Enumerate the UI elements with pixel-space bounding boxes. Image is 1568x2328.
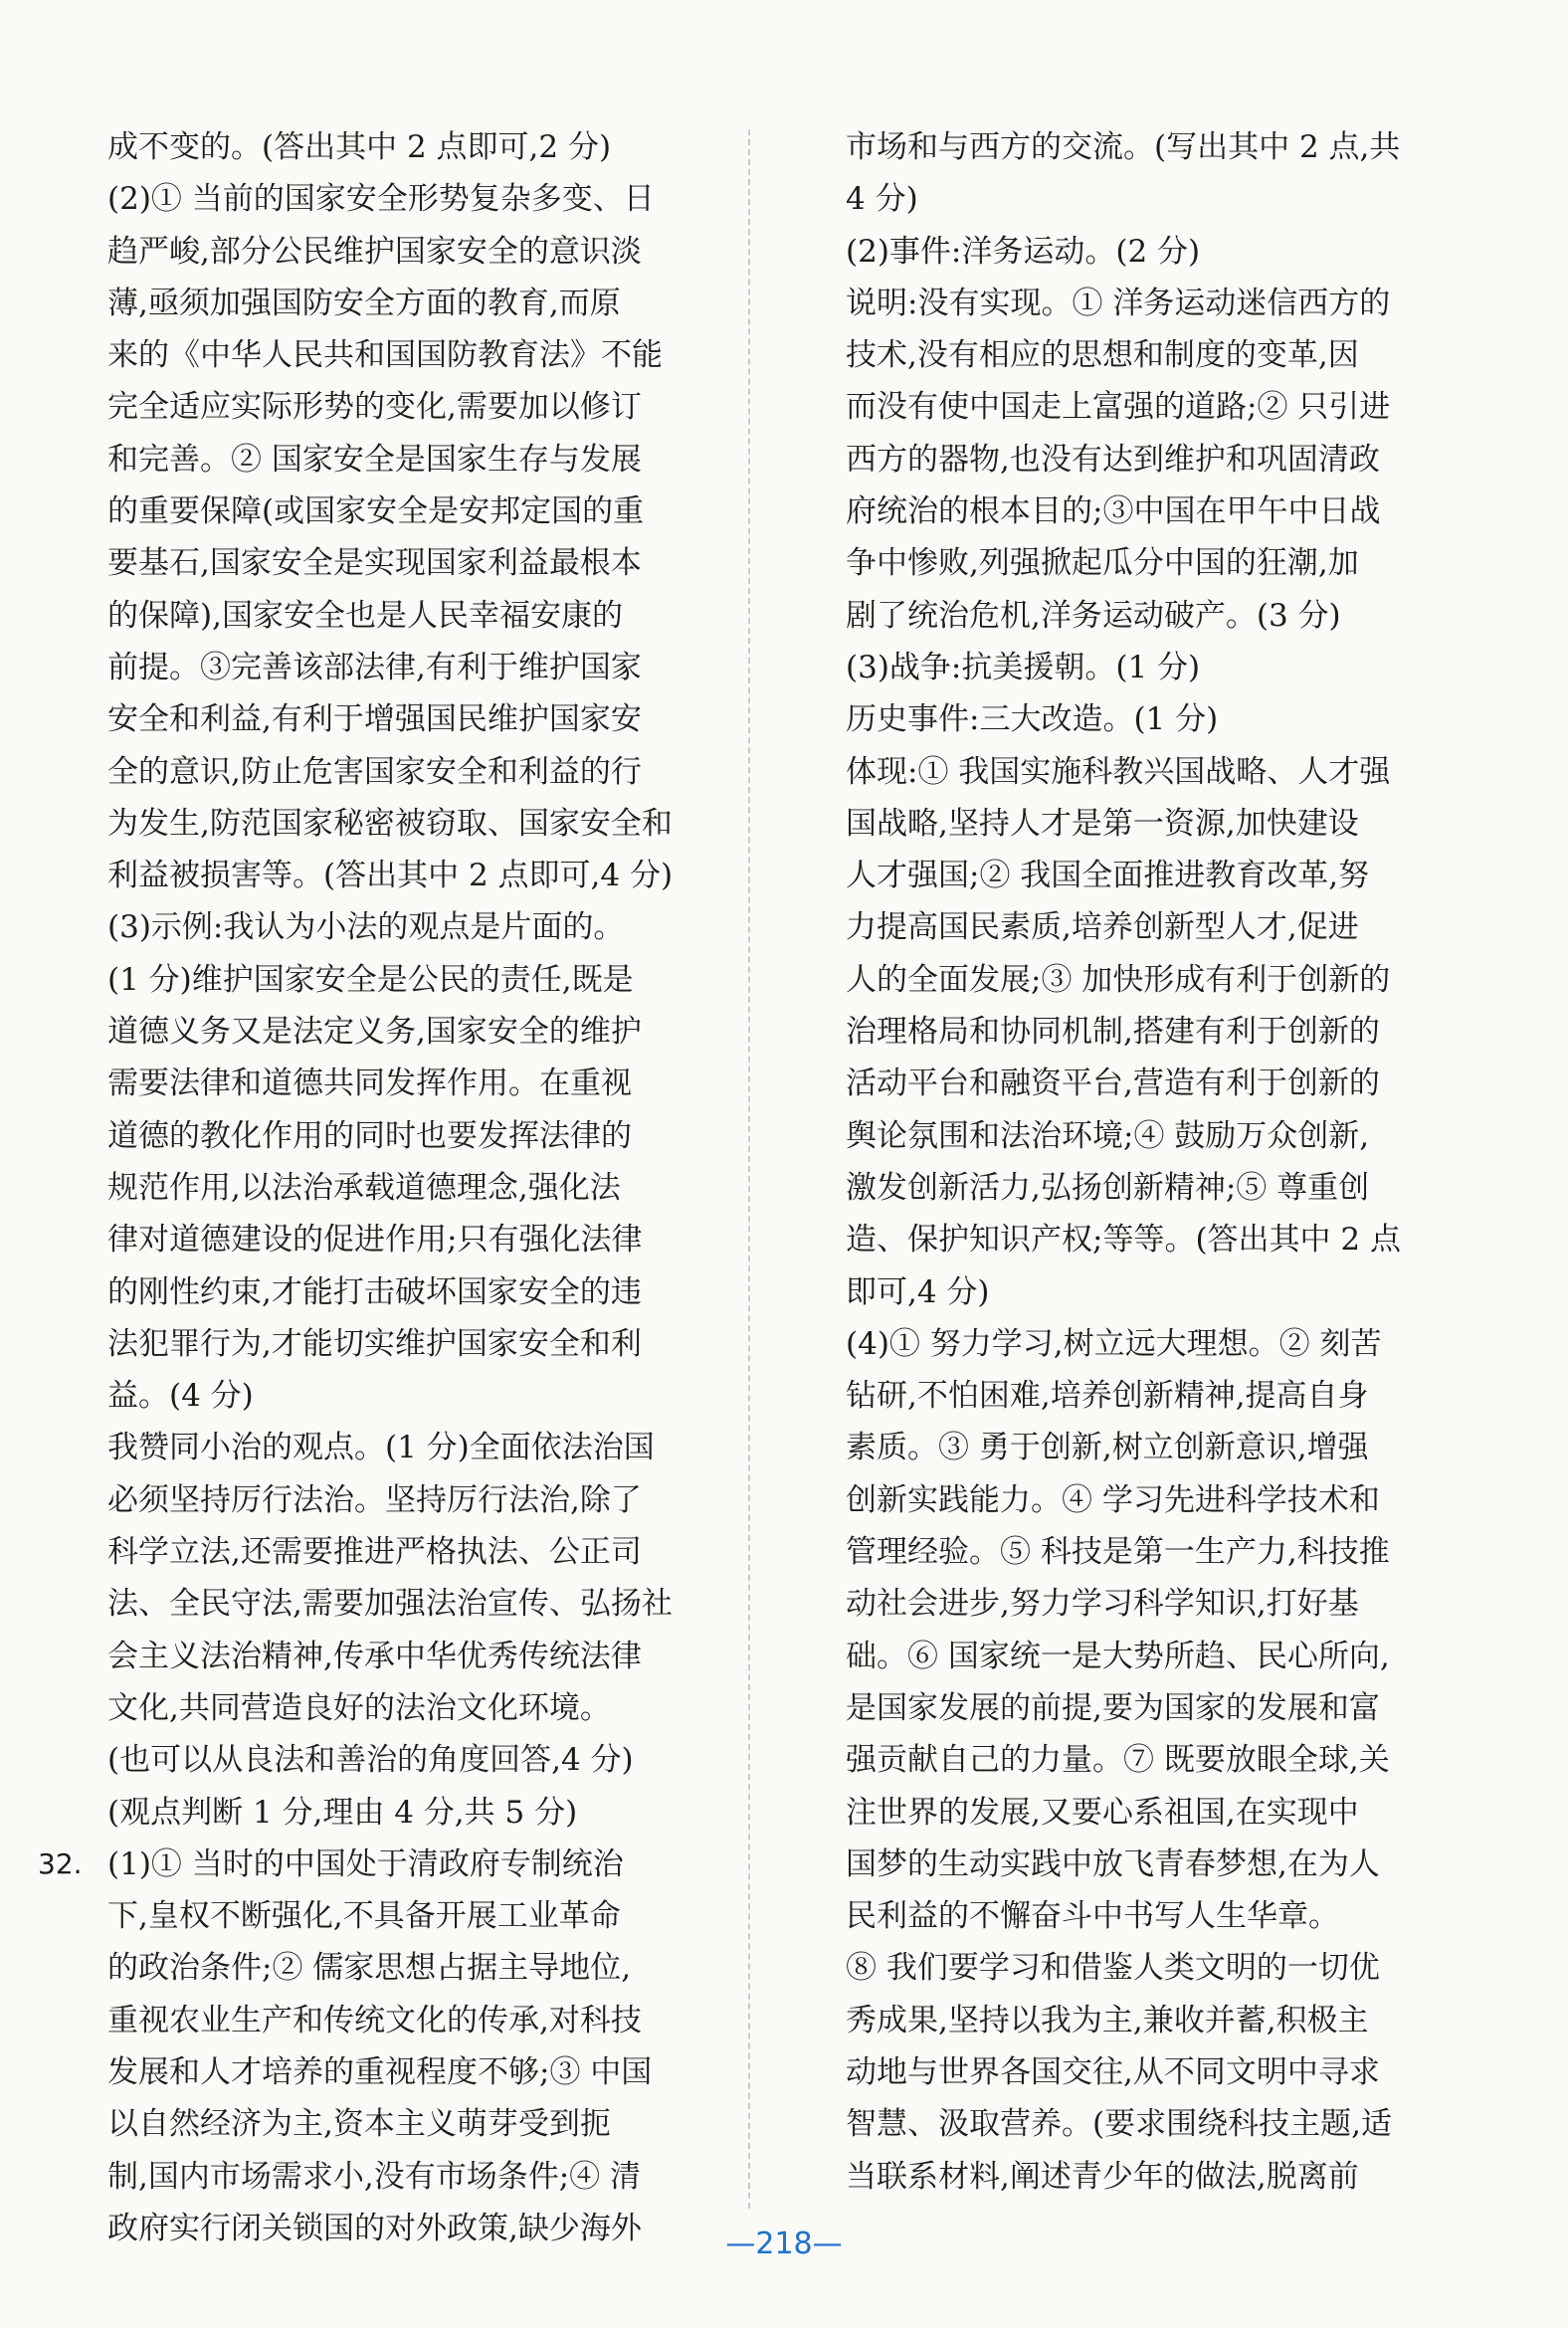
- text-line: 技术,没有相应的思想和制度的变革,因: [846, 337, 1359, 374]
- text-line: 制,国内市场需求小,没有市场条件;④ 清: [107, 2158, 642, 2195]
- text-line: 成不变的。(答出其中 2 点即可,2 分): [107, 129, 612, 165]
- text-line: 人的全面发展;③ 加快形成有利于创新的: [846, 961, 1391, 998]
- text-line: 完全适应实际形势的变化,需要加以修订: [107, 389, 642, 426]
- text-line: 法、全民守法,需要加强法治宣传、弘扬社: [107, 1586, 673, 1623]
- text-line: 安全和利益,有利于增强国民维护国家安: [107, 701, 642, 738]
- text-line: 会主义法治精神,传承中华优秀传统法律: [107, 1638, 642, 1674]
- text-line: 我赞同小治的观点。(1 分)全面依法治国: [107, 1430, 655, 1466]
- text-line: 法犯罪行为,才能切实维护国家安全和利: [107, 1325, 642, 1362]
- text-line: 力提高国民素质,培养创新型人才,促进: [846, 909, 1359, 946]
- text-line: 激发创新活力,弘扬创新精神;⑤ 尊重创: [846, 1169, 1370, 1206]
- text-line: 注世界的发展,又要心系祖国,在实现中: [846, 1794, 1359, 1831]
- text-line: 动地与世界各国交往,从不同文明中寻求: [846, 2053, 1380, 2090]
- text-line: 的重要保障(或国家安全是安邦定国的重: [107, 493, 645, 530]
- text-line: 前提。③完善该部法律,有利于维护国家: [107, 649, 642, 685]
- text-line: 剧了统治危机,洋务运动破产。(3 分): [846, 597, 1341, 634]
- text-line: 造、保护知识产权;等等。(答出其中 2 点: [846, 1222, 1401, 1259]
- text-line: 秀成果,坚持以我为主,兼收并蓄,积极主: [846, 2002, 1369, 2038]
- question-number: 32.: [38, 1846, 83, 1880]
- text-line: (1 分)维护国家安全是公民的责任,既是: [107, 961, 634, 998]
- text-line: 以自然经济为主,资本主义萌芽受到扼: [107, 2106, 611, 2143]
- text-line: 规范作用,以法治承载道德理念,强化法: [107, 1169, 621, 1206]
- text-line: (3)示例:我认为小法的观点是片面的。: [107, 909, 625, 946]
- text-line: 市场和与西方的交流。(写出其中 2 点,共: [846, 129, 1401, 165]
- text-line: 管理经验。⑤ 科技是第一生产力,科技推: [846, 1534, 1390, 1571]
- text-line: 即可,4 分): [846, 1273, 990, 1310]
- text-line: 文化,共同营造良好的法治文化环境。: [107, 1689, 611, 1726]
- right-column: [846, 121, 1455, 2203]
- text-line: 素质。③ 勇于创新,树立创新意识,增强: [846, 1430, 1369, 1466]
- text-line: 钻研,不怕困难,培养创新精神,提高自身: [846, 1378, 1369, 1415]
- text-line: 趋严峻,部分公民维护国家安全的意识淡: [107, 233, 642, 270]
- text-line: 舆论氛围和法治环境;④ 鼓励万众创新,: [846, 1117, 1370, 1154]
- text-line: 说明:没有实现。① 洋务运动迷信西方的: [846, 285, 1391, 321]
- text-line: 强贡献自己的力量。⑦ 既要放眼全球,关: [846, 1742, 1390, 1779]
- text-line: 础。⑥ 国家统一是大势所趋、民心所向,: [846, 1638, 1390, 1674]
- text-line: 智慧、汲取营养。(要求围绕科技主题,适: [846, 2106, 1392, 2143]
- text-line: 道德的教化作用的同时也要发挥法律的: [107, 1117, 632, 1154]
- text-line: 活动平台和融资平台,营造有利于创新的: [846, 1066, 1380, 1102]
- text-line: 发展和人才培养的重视程度不够;③ 中国: [107, 2053, 653, 2090]
- text-line: 国梦的生动实践中放飞青春梦想,在为人: [846, 1845, 1380, 1882]
- text-line: 创新实践能力。④ 学习先进科学技术和: [846, 1481, 1380, 1518]
- page-number: —218—: [725, 2227, 843, 2261]
- text-line: 国战略,坚持人才是第一资源,加快建设: [846, 805, 1359, 842]
- text-line: (4)① 努力学习,树立远大理想。② 刻苦: [846, 1325, 1382, 1362]
- text-line: 争中惨败,列强掀起瓜分中国的狂潮,加: [846, 545, 1359, 582]
- text-line: 全的意识,防止危害国家安全和利益的行: [107, 753, 642, 790]
- text-line: (1)① 当时的中国处于清政府专制统治: [107, 1845, 624, 1882]
- text-line: 府统治的根本目的;③中国在甲午中日战: [846, 493, 1381, 530]
- text-line: 而没有使中国走上富强的道路;② 只引进: [846, 389, 1391, 426]
- text-line: 人才强国;② 我国全面推进教育改革,努: [846, 858, 1370, 894]
- text-line: 必须坚持厉行法治。坚持厉行法治,除了: [107, 1481, 642, 1518]
- text-line: 律对道德建设的促进作用;只有强化法律: [107, 1222, 643, 1259]
- text-line: 历史事件:三大改造。(1 分): [846, 701, 1219, 738]
- text-line: 和完善。② 国家安全是国家生存与发展: [107, 441, 642, 478]
- text-line: 来的《中华人民共和国国防教育法》不能: [107, 337, 663, 374]
- text-line: 的保障),国家安全也是人民幸福安康的: [107, 597, 623, 634]
- text-line: 要基石,国家安全是实现国家利益最根本: [107, 545, 642, 582]
- text-line: (2)事件:洋务运动。(2 分): [846, 233, 1201, 270]
- text-line: 4 分): [846, 181, 918, 218]
- text-line: 体现:① 我国实施科教兴国战略、人才强: [846, 753, 1391, 790]
- text-line: ⑧ 我们要学习和借鉴人类文明的一切优: [846, 1950, 1380, 1987]
- text-line: (2)① 当前的国家安全形势复杂多变、日: [107, 181, 655, 218]
- text-line: 民利益的不懈奋斗中书写人生华章。: [846, 1898, 1339, 1935]
- text-line: 动社会进步,努力学习科学知识,打好基: [846, 1586, 1359, 1623]
- text-line: 是国家发展的前提,要为国家的发展和富: [846, 1689, 1380, 1726]
- left-column: [107, 121, 716, 2254]
- text-line: (观点判断 1 分,理由 4 分,共 5 分): [107, 1794, 578, 1831]
- text-line: 治理格局和协同机制,搭建有利于创新的: [846, 1014, 1380, 1051]
- text-line: 的刚性约束,才能打击破坏国家安全的违: [107, 1273, 642, 1310]
- column-divider: [748, 129, 750, 2209]
- text-line: (也可以从良法和善治的角度回答,4 分): [107, 1742, 634, 1779]
- text-line: 为发生,防范国家秘密被窃取、国家安全和: [107, 805, 673, 842]
- text-line: 的政治条件;② 儒家思想占据主导地位,: [107, 1950, 632, 1987]
- text-line: 西方的器物,也没有达到维护和巩固清政: [846, 441, 1380, 478]
- text-line: 道德义务又是法定义务,国家安全的维护: [107, 1014, 642, 1051]
- text-line: 利益被损害等。(答出其中 2 点即可,4 分): [107, 858, 674, 894]
- text-line: 需要法律和道德共同发挥作用。在重视: [107, 1066, 632, 1102]
- text-line: 重视农业生产和传统文化的传承,对科技: [107, 2002, 642, 2038]
- text-line: (3)战争:抗美援朝。(1 分): [846, 649, 1201, 685]
- text-line: 益。(4 分): [107, 1378, 254, 1415]
- text-line: 薄,亟须加强国防安全方面的教育,而原: [107, 285, 621, 321]
- text-line: 下,皇权不断强化,不具备开展工业革命: [107, 1898, 621, 1935]
- text-line: 当联系材料,阐述青少年的做法,脱离前: [846, 2158, 1359, 2195]
- text-line: 政府实行闭关锁国的对外政策,缺少海外: [107, 2210, 642, 2246]
- text-line: 科学立法,还需要推进严格执法、公正司: [107, 1534, 642, 1571]
